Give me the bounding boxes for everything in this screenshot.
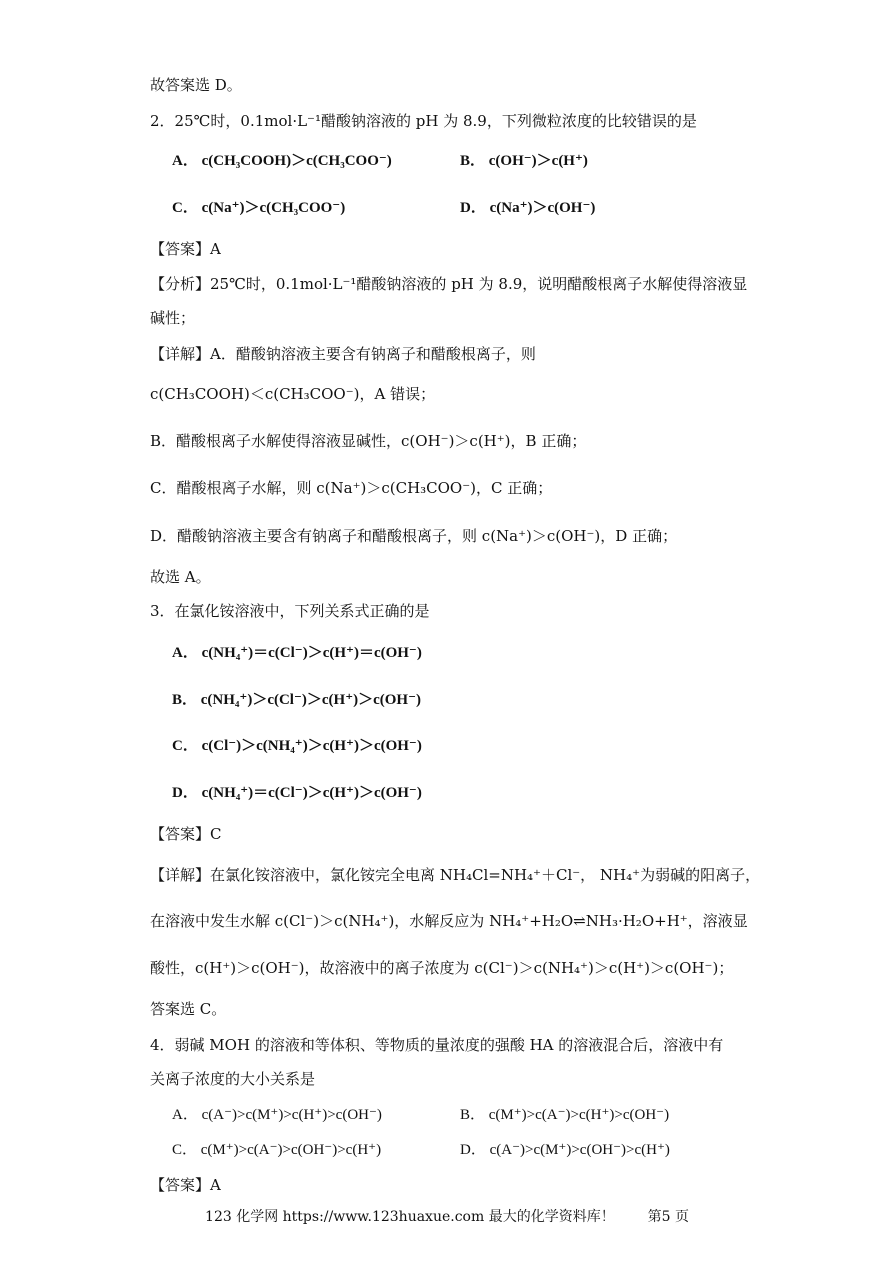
question-4-stem: 4．弱碱 MOH 的溶液和等体积、等物质的量浓度的强酸 HA 的溶液混合后，溶液中有 [150,1036,724,1054]
detail-line: B．醋酸根离子水解使得溶液显碱性，c(OH⁻)＞c(H⁺)，B 正确； [150,432,587,450]
q4-option-d: D． c(A⁻)>c(M⁺)>c(OH⁻)>c(H⁺) [460,1142,670,1158]
text-line: 故选 A。 [150,568,211,586]
q4-option-c: C． c(M⁺)>c(A⁻)>c(OH⁻)>c(H⁺) [172,1142,382,1158]
analysis-line: 【分析】25℃时，0.1mol·L⁻¹醋酸钠溶液的 pH 为 8.9，说明醋酸根离子水解使得溶液显 [150,275,748,293]
q2-option-c: C． c(Na⁺)＞c(CH₃COO⁻) [172,200,346,216]
text-line: 答案选 C。 [150,1000,227,1018]
q2-option-d: D． c(Na⁺)＞c(OH⁻) [460,200,596,216]
q4-option-a: A． c(A⁻)>c(M⁺)>c(H⁺)>c(OH⁻) [172,1107,382,1123]
detail-line: 【详解】在氯化铵溶液中，氯化铵完全电离 NH₄Cl=NH₄⁺＋Cl⁻， NH₄⁺为弱碱的阳离子， [150,866,761,884]
detail-line: D．醋酸钠溶液主要含有钠离子和醋酸根离子，则 c(Na⁺)＞c(OH⁻)，D 正确； [150,527,678,545]
footer-text: 123 化学网 https://www.123huaxue.com 最大的化学资料库！ [205,1209,615,1225]
detail-line: c(CH₃COOH)＜c(CH₃COO⁻)，A 错误； [150,385,436,403]
text-line: 关离子浓度的大小关系是 [150,1070,316,1088]
answer-line: 【答案】C [150,825,222,843]
q2-option-b: B． c(OH⁻)＞c(H⁺) [460,153,588,169]
page-footer [0,1206,894,1226]
detail-line: 【详解】A．醋酸钠溶液主要含有钠离子和醋酸根离子，则 [150,345,536,363]
q3-option-a: A． c(NH₄⁺)＝c(Cl⁻)＞c(H⁺)＝c(OH⁻) [172,645,422,661]
text-line: 碱性； [150,309,196,327]
page-number: 第5 页 [647,1209,689,1225]
detail-line: 酸性，c(H⁺)＞c(OH⁻)，故溶液中的离子浓度为 c(Cl⁻)＞c(NH₄⁺)＞c(H⁺)＞c(OH⁻)； [150,959,734,977]
detail-line: C．醋酸根离子水解，则 c(Na⁺)＞c(CH₃COO⁻)，C 正确； [150,479,553,497]
detail-line: 在溶液中发生水解 c(Cl⁻)＞c(NH₄⁺)，水解反应为 NH₄⁺+H₂O⇌NH₃·H₂O+H⁺，溶液显 [150,912,748,930]
answer-line: 【答案】A [150,1176,221,1194]
q3-option-d: D． c(NH₄⁺)＝c(Cl⁻)＞c(H⁺)＞c(OH⁻) [172,785,422,801]
q2-option-a: A． c(CH₃COOH)＞c(CH₃COO⁻) [172,153,392,169]
question-3-stem: 3．在氯化铵溶液中，下列关系式正确的是 [150,602,430,620]
q4-option-b: B． c(M⁺)>c(A⁻)>c(H⁺)>c(OH⁻) [460,1107,670,1123]
q3-option-c: C． c(Cl⁻)＞c(NH₄⁺)＞c(H⁺)＞c(OH⁻) [172,738,422,754]
question-2-stem: 2．25℃时，0.1mol·L⁻¹醋酸钠溶液的 pH 为 8.9，下列微粒浓度的比较错误的是 [150,112,697,130]
q3-option-b: B． c(NH₄⁺)＞c(Cl⁻)＞c(H⁺)＞c(OH⁻) [172,692,422,708]
text-line: 故答案选 D。 [150,76,242,94]
answer-line: 【答案】A [150,240,221,258]
